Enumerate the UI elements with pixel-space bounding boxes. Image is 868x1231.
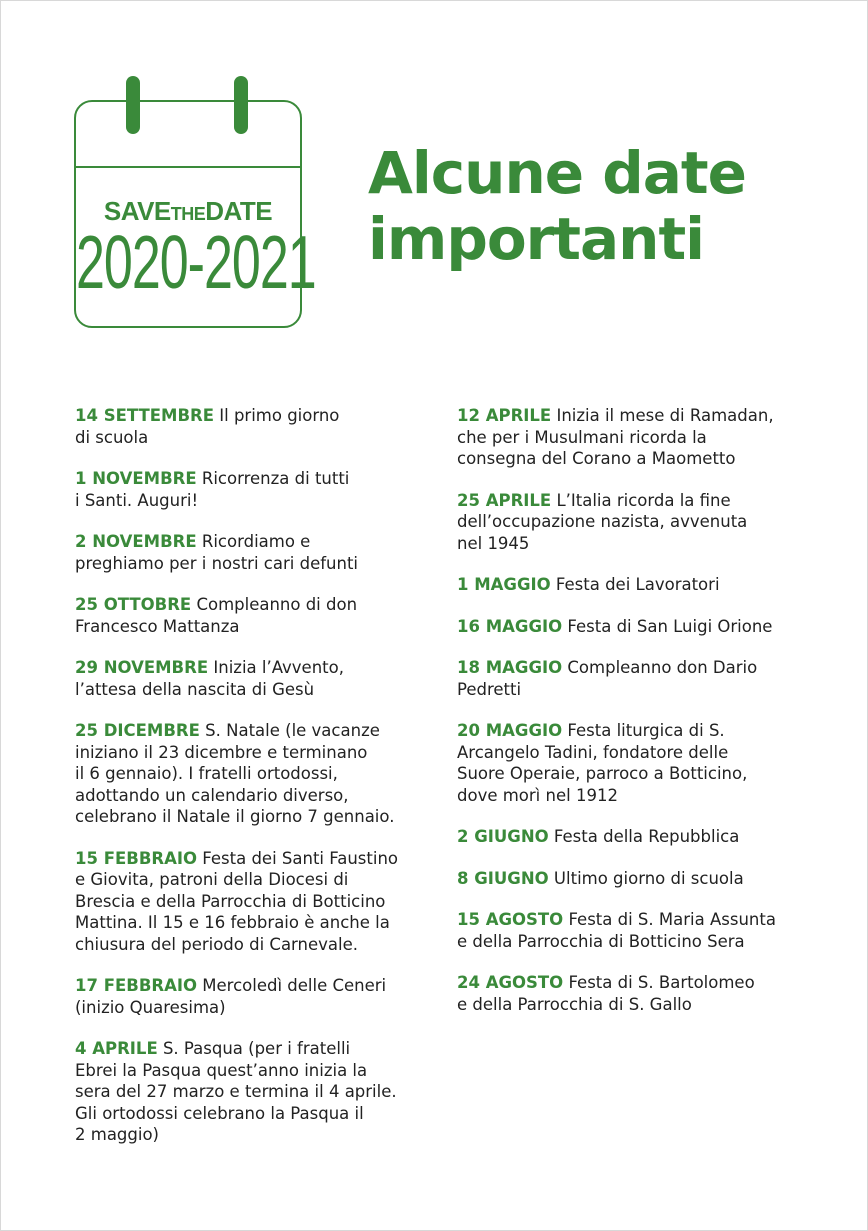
date-label: 25 OTTOBRE [75,595,192,614]
date-label: 12 APRILE [457,406,552,425]
date-entry [75,531,435,574]
date-label: 25 DICEMBRE [75,721,200,740]
date-description: Ultimo giorno di scuola [548,868,744,888]
date-entry [75,405,435,448]
years-label: 2020-2021 [76,221,316,306]
date-entry [457,868,817,890]
date-label: 1 MAGGIO [457,575,551,594]
date-description: Inizia l’Avvento, l’attesa della nascita di Gesù [75,658,344,699]
date-label: 17 FEBBRAIO [75,976,198,995]
date-word: DATE [205,196,273,226]
the-word: THE [170,204,206,224]
date-description: Compleanno don Dario Pedretti [457,658,758,699]
date-entry [457,909,817,952]
save-word: SAVE [103,196,171,226]
page-title [368,140,848,272]
date-label: 2 NOVEMBRE [75,532,197,551]
date-entry [75,657,435,700]
date-label: 20 MAGGIO [457,721,563,740]
date-description: Festa di San Luigi Orione [562,616,773,636]
date-entry [457,657,817,700]
date-label: 24 AGOSTO [457,973,564,992]
date-description: Festa dei Lavoratori [550,575,720,594]
date-description: Festa di S. Maria Assunta e della Parrocchia di Botticino Sera [457,910,776,951]
date-entry [75,848,435,956]
date-description: Ricorrenza di tutti i Santi. Auguri! [75,469,350,510]
date-entry [457,826,817,848]
date-description: Mercoledì delle Ceneri (inizio Quaresima) [75,976,387,1017]
date-description: S. Pasqua (per i fratelli Ebrei la Pasqua quest’anno inizia la sera del 27 marzo e termina il 4 aprile. Gli ortodossi celebrano la Pasqua il 2 maggio) [75,1039,397,1144]
date-label: 14 SETTEMBRE [75,406,214,425]
date-label: 4 APRILE [75,1039,158,1058]
date-label: 15 FEBBRAIO [75,848,198,868]
title-line-2: importanti [368,205,705,273]
title-line-1: Alcune date [368,139,746,207]
calendar-ring-left [126,76,140,134]
date-entry [75,468,435,511]
calendar-ring-right [234,76,248,134]
date-entry [457,972,817,1015]
date-entry [75,720,435,828]
date-description: Festa liturgica di S. Arcangelo Tadini, fondatore delle Suore Operaie, parroco a Botticino, dove morì nel 1912 [457,721,748,805]
calendar-divider [76,166,300,168]
date-label: 8 GIUGNO [457,868,549,888]
calendar-icon [74,100,316,328]
date-description: S. Natale (le vacanze iniziano il 23 dicembre e terminano il 6 gennaio). I fratelli ortodossi, adottando un calendario diverso, celebrano il Natale il giorno 7 gennaio. [75,721,395,826]
date-entry [457,616,817,638]
date-description: Festa di S. Bartolomeo e della Parrocchia di S. Gallo [457,973,755,1014]
date-label: 2 GIUGNO [457,827,549,846]
date-description: L’Italia ricorda la fine dell’occupazione nazista, avvenuta nel 1945 [457,490,748,553]
date-label: 25 APRILE [457,490,552,510]
date-entry [457,574,817,596]
date-entry [457,490,817,555]
date-entry [75,975,435,1018]
date-label: 15 AGOSTO [457,910,564,929]
date-description: Festa della Repubblica [548,827,740,846]
date-label: 29 NOVEMBRE [75,658,209,677]
date-label: 18 MAGGIO [457,658,563,677]
date-description: Festa dei Santi Faustino e Giovita, patroni della Diocesi di Brescia e della Parrocchia di Botticino Mattina. Il 15 e 16 febbraio è anche la chiusura del periodo di Carnevale. [75,848,398,954]
date-description: Il primo giorno di scuola [75,406,340,447]
left-date-list [75,405,435,1146]
right-date-list [457,405,817,1015]
date-entry [75,1038,435,1146]
date-label: 1 NOVEMBRE [75,469,197,488]
date-description: Ricordiamo e preghiamo per i nostri cari defunti [75,532,358,573]
date-entry [457,405,817,470]
date-label: 16 MAGGIO [457,616,563,636]
date-description: Compleanno di don Francesco Mattanza [75,595,358,636]
date-entry [457,720,817,806]
date-entry [75,594,435,637]
date-description: Inizia il mese di Ramadan, che per i Musulmani ricorda la consegna del Corano a Maometto [457,406,774,468]
